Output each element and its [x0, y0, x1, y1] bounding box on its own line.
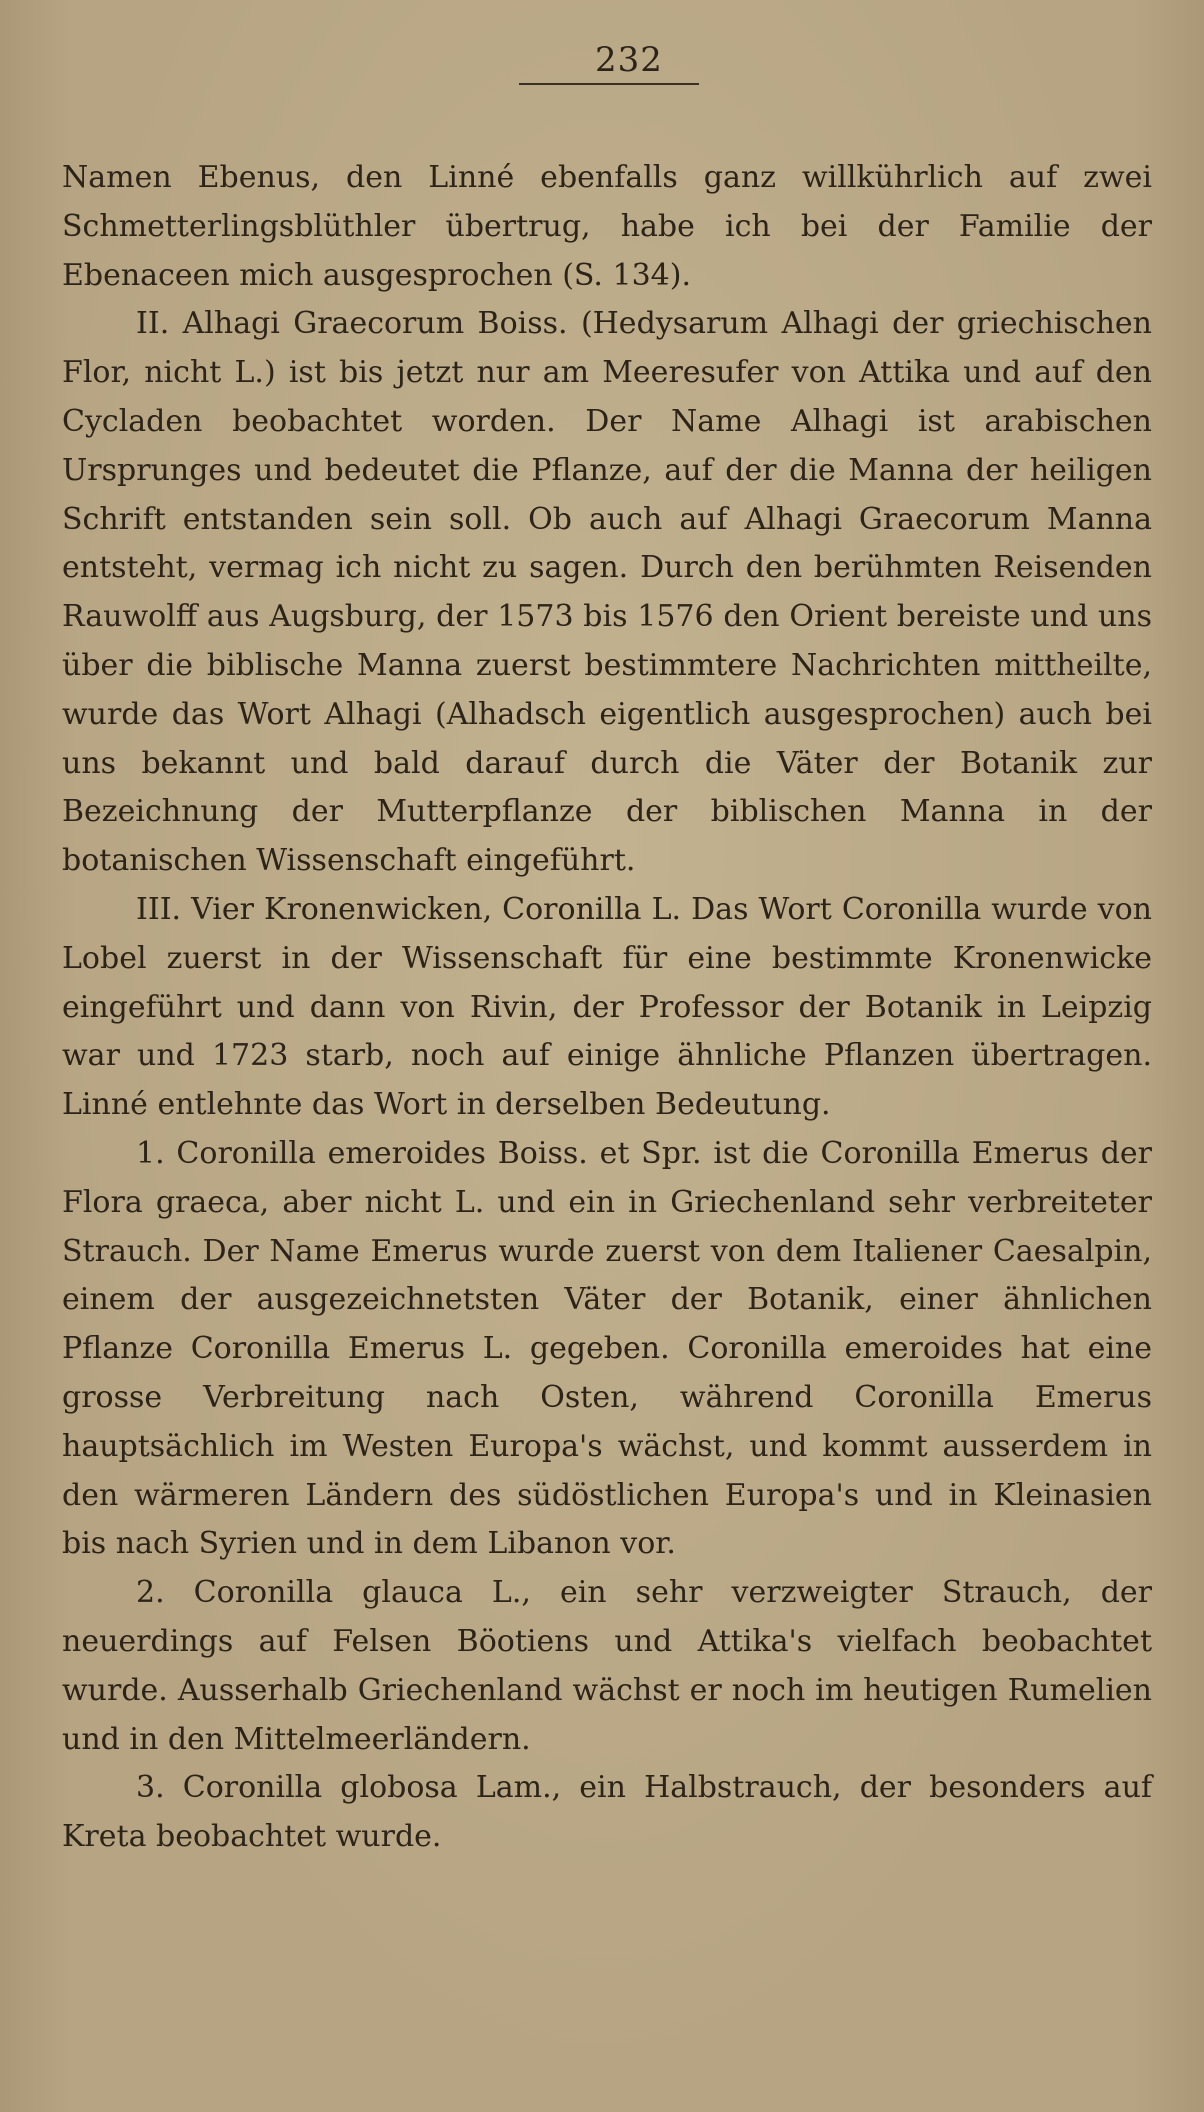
- paragraph-alhagi: II. Alhagi Graecorum Boiss. (Hedysarum Alhagi der griechischen Flor, nicht L.) ist bis jetzt nur am Meeresufer von Attika und auf den Cycladen beobachtet worden. Der Name Alhagi ist arabischen Ursprunges und bedeutet die Pflanze, auf der die Manna der heiligen Schrift entstanden sein soll. Ob auch auf Alhagi Graecorum Manna entsteht, vermag ich nicht zu sagen. Durch den berühmten Reisenden Rauwolff aus Augsburg, der 1573 bis 1576 den Orient bereiste und uns über die biblische Manna zuerst bestimmtere Nachrichten mittheilte, wurde das Wort Alhagi (Alhadsch eigentlich ausgesprochen) auch bei uns bekannt und bald darauf durch die Väter der Botanik zur Bezeichnung der Mutterpflanze der biblischen Manna in der botanischen Wissenschaft eingeführt.: [62, 306, 1152, 879]
- paragraph-coronilla-intro: III. Vier Kronenwicken, Coronilla L. Das Wort Coronilla wurde von Lobel zuerst in der Wissenschaft für eine bestimmte Kronenwicke eingeführt und dann von Rivin, der Professor der Botanik in Leipzig war und 1723 starb, noch auf einige ähnliche Pflanzen übertragen. Linné entlehnte das Wort in derselben Bedeutung.: [62, 891, 1152, 1123]
- header-rule: [519, 83, 699, 85]
- page-header: [62, 30, 1152, 90]
- body-text: [62, 154, 1152, 1862]
- paragraph-ebenus-continuation: Namen Ebenus, den Linné ebenfalls ganz willkührlich auf zwei Schmetterlingsblüthler übertrug, habe ich bei der Familie der Ebenaceen mich ausgesprochen (S. 134).: [62, 160, 1152, 293]
- paragraph-coronilla-emeroides: 1. Coronilla emeroides Boiss. et Spr. ist die Coronilla Emerus der Flora graeca, aber nicht L. und ein in Griechenland sehr verbreiteter Strauch. Der Name Emerus wurde zuerst von dem Italiener Caesalpin, einem der ausgezeichnetsten Väter der Botanik, einer ähnlichen Pflanze Coronilla Emerus L. gegeben. Coronilla emeroides hat eine grosse Verbreitung nach Osten, während Coronilla Emerus hauptsächlich im Westen Europa's wächst, und kommt ausserdem in den wärmeren Ländern des südöstlichen Europa's und in Kleinasien bis nach Syrien und in dem Libanon vor.: [62, 1135, 1152, 1562]
- paragraph-coronilla-glauca: 2. Coronilla glauca L., ein sehr verzweigter Strauch, der neuerdings auf Felsen Böotiens und Attika's vielfach beobachtet wurde. Ausserhalb Griechenland wächst er noch im heutigen Rumelien und in den Mittelmeerländern.: [62, 1575, 1152, 1757]
- book-page: [62, 30, 1152, 1862]
- paragraph-coronilla-globosa: 3. Coronilla globosa Lam., ein Halbstrauch, der besonders auf Kreta beobachtet wurde.: [62, 1770, 1152, 1855]
- page-number: 232: [595, 40, 663, 80]
